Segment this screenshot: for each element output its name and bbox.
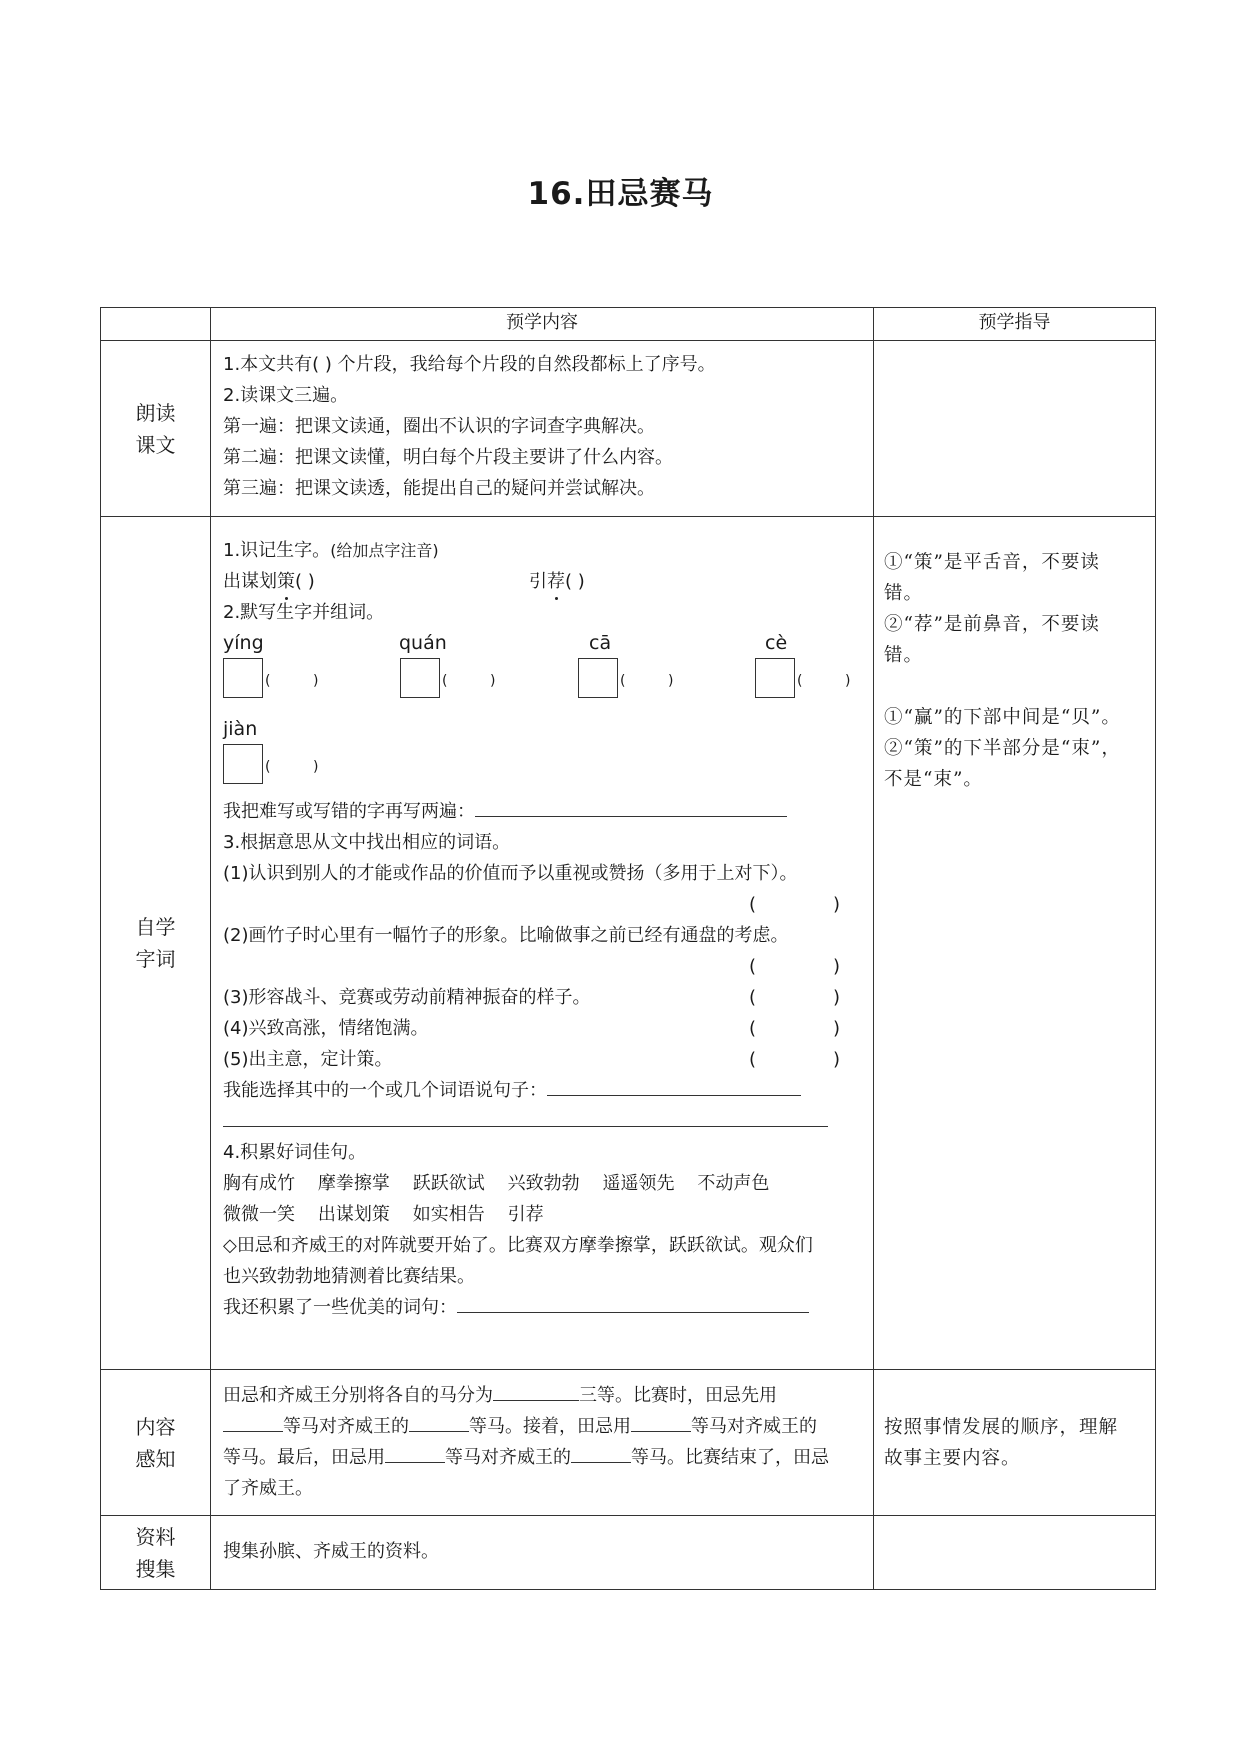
char-write-box[interactable] bbox=[223, 658, 263, 698]
label-line: 自学 bbox=[135, 915, 176, 939]
content-blank[interactable] bbox=[223, 1411, 283, 1432]
pinyin-label: cè bbox=[765, 632, 788, 654]
content-text-seg: 等马。最后，田忌用 bbox=[223, 1447, 385, 1468]
accum-label: 我还积累了一些优美的词句： bbox=[223, 1297, 457, 1318]
header-row bbox=[101, 308, 1156, 341]
label-line: 内容 bbox=[135, 1414, 176, 1439]
answer-paren-close: ) bbox=[833, 956, 841, 977]
char-write-box[interactable] bbox=[400, 658, 440, 698]
item3-title: 3.根据意思从文中找出相应的词语。 bbox=[223, 832, 511, 853]
content-blank[interactable] bbox=[385, 1442, 445, 1463]
def-3-line bbox=[223, 982, 863, 1013]
word2 bbox=[529, 566, 585, 597]
pinyin-label: quán bbox=[399, 632, 447, 654]
def-4: (4)兴致高涨，情绪饱满。 bbox=[223, 1018, 429, 1039]
header-guide: 预学指导 bbox=[874, 308, 1156, 341]
sentence-blank-2[interactable] bbox=[223, 1106, 828, 1127]
label-vocab bbox=[101, 517, 211, 1370]
word1-answer-paren[interactable]: ( ) bbox=[295, 571, 315, 592]
reading-content bbox=[211, 341, 874, 517]
header-blank bbox=[101, 308, 211, 341]
word-paren[interactable] bbox=[620, 666, 674, 697]
word2-dotted-char: 荐 bbox=[547, 566, 565, 597]
item1-title: 1.识记生字。 bbox=[223, 540, 331, 561]
paren-open: ( bbox=[265, 759, 271, 775]
content-text-seg: 等马对齐威王的 bbox=[445, 1447, 571, 1468]
sentence-label: 我能选择其中的一个或几个词语说句子： bbox=[223, 1080, 547, 1101]
guide-line: ②“策”的下半部分是“朿”， bbox=[884, 738, 1121, 759]
sentence-blank[interactable] bbox=[547, 1075, 801, 1096]
label-content bbox=[101, 1370, 211, 1516]
content-text-seg: 等马。比赛结束了，田忌 bbox=[631, 1447, 829, 1468]
row-research bbox=[101, 1516, 1156, 1590]
guide-line: ①“赢”的下部中间是“贝”。 bbox=[884, 707, 1121, 728]
item4-title: 4.积累好词佳句。 bbox=[223, 1142, 367, 1163]
paren-close: ) bbox=[313, 759, 319, 775]
guide-line: 错。 bbox=[884, 645, 924, 666]
char-box-row-1 bbox=[223, 656, 863, 700]
row-content bbox=[101, 1370, 1156, 1516]
item1-note: (给加点字注音) bbox=[330, 541, 439, 560]
vocab-guide bbox=[874, 517, 1156, 1370]
paren-close: ) bbox=[668, 673, 674, 689]
label-reading bbox=[101, 341, 211, 517]
content-line-4: 了齐威王。 bbox=[223, 1478, 313, 1499]
content-blank[interactable] bbox=[493, 1380, 579, 1401]
answer-paren-close: ) bbox=[833, 894, 841, 915]
guide-line: 故事主要内容。 bbox=[884, 1447, 1021, 1469]
pinyin-row-1 bbox=[223, 628, 863, 656]
content-text-seg: 田忌和齐威王分别将各自的马分为 bbox=[223, 1385, 493, 1406]
content-text-seg: 等马对齐威王的 bbox=[283, 1416, 409, 1437]
word2-text: 引 bbox=[529, 571, 547, 592]
page-title: 16.田忌赛马 bbox=[527, 176, 714, 212]
guide-line: 按照事情发展的顺序，理解 bbox=[884, 1416, 1119, 1438]
accum-line bbox=[223, 1292, 863, 1323]
char-write-box[interactable] bbox=[578, 658, 618, 698]
label-research bbox=[101, 1516, 211, 1590]
pinyin-label: yíng bbox=[223, 632, 264, 654]
reading-line: 第二遍：把课文读懂，明白每个片段主要讲了什么内容。 bbox=[223, 447, 673, 468]
answer-paren-open[interactable]: ( bbox=[749, 894, 757, 915]
accum-blank[interactable] bbox=[457, 1292, 809, 1313]
paren-open: ( bbox=[797, 673, 803, 689]
answer-paren-open[interactable]: ( bbox=[749, 1049, 757, 1070]
def-5: (5)出主意，定计策。 bbox=[223, 1049, 393, 1070]
row-reading bbox=[101, 341, 1156, 517]
content-blank[interactable] bbox=[631, 1411, 691, 1432]
sentence-line bbox=[223, 1075, 863, 1106]
guide-line: ①“策”是平舌音，不要读 bbox=[884, 552, 1100, 573]
label-line: 课文 bbox=[135, 432, 176, 457]
reading-line: 1.本文共有( ) 个片段，我给每个片段的自然段都标上了序号。 bbox=[223, 354, 716, 375]
row-vocab bbox=[101, 517, 1156, 1370]
char-write-box[interactable] bbox=[755, 658, 795, 698]
label-line: 感知 bbox=[135, 1446, 176, 1471]
def-2: (2)画竹子时心里有一幅竹子的形象。比喻做事之前已经有通盘的考虑。 bbox=[223, 925, 789, 946]
answer-paren-close: ) bbox=[833, 1049, 841, 1070]
content-blank[interactable] bbox=[571, 1442, 631, 1463]
paren-open: ( bbox=[265, 673, 271, 689]
answer-paren-open[interactable]: ( bbox=[749, 987, 757, 1008]
label-line: 字词 bbox=[135, 947, 176, 971]
def-1: (1)认识到别人的才能或作品的价值而予以重视或赞扬（多用于上对下）。 bbox=[223, 863, 798, 884]
header-content: 预学内容 bbox=[211, 308, 874, 341]
word-paren[interactable] bbox=[442, 666, 496, 697]
word1-text: 出谋划 bbox=[223, 571, 277, 592]
content-text-seg: 等马对齐威王的 bbox=[691, 1416, 817, 1437]
pinyin-row-2 bbox=[223, 714, 863, 742]
research-text: 搜集孙膑、齐威王的资料。 bbox=[211, 1516, 874, 1590]
guide-line: 不是“束”。 bbox=[884, 769, 983, 790]
vocab-content bbox=[211, 517, 874, 1370]
content-line-3 bbox=[223, 1442, 863, 1473]
label-line: 资料 bbox=[135, 1524, 176, 1549]
content-text-seg: 等马。接着，田忌用 bbox=[469, 1416, 631, 1437]
good-sentence-2: 也兴致勃勃地猜测着比赛结果。 bbox=[223, 1266, 475, 1287]
good-sentence-1: ◇田忌和齐威王的对阵就要开始了。比赛双方摩拳擦掌，跃跃欲试。观众们 bbox=[223, 1235, 813, 1256]
word2-answer-paren[interactable]: ( ) bbox=[565, 571, 585, 592]
guide-line: ②“荐”是前鼻音，不要读 bbox=[884, 614, 1100, 635]
paren-close: ) bbox=[490, 673, 496, 689]
def-3: (3)形容战斗、竞赛或劳动前精神振奋的样子。 bbox=[223, 987, 591, 1008]
word-paren[interactable] bbox=[265, 752, 319, 783]
rewrite-blank[interactable] bbox=[475, 796, 787, 817]
item1-title-line bbox=[223, 535, 863, 566]
worksheet-table bbox=[100, 307, 1156, 1590]
guide-line: 错。 bbox=[884, 583, 924, 604]
answer-paren-open[interactable]: ( bbox=[749, 956, 757, 977]
paren-open: ( bbox=[620, 673, 626, 689]
reading-guide bbox=[874, 341, 1156, 517]
answer-paren-close: ) bbox=[833, 1018, 841, 1039]
label-line: 搜集 bbox=[135, 1556, 176, 1581]
char-write-box[interactable] bbox=[223, 744, 263, 784]
good-words-2: 微微一笑 出谋划策 如实相告 引荐 bbox=[223, 1204, 544, 1225]
pinyin-label: cā bbox=[589, 632, 612, 654]
def-2-answer-line bbox=[223, 951, 863, 982]
pinyin-label: jiàn bbox=[223, 718, 258, 740]
good-words-1: 胸有成竹 摩拳擦掌 跃跃欲试 兴致勃勃 遥遥领先 不动声色 bbox=[223, 1173, 770, 1194]
research-guide bbox=[874, 1516, 1156, 1590]
answer-paren-open[interactable]: ( bbox=[749, 1018, 757, 1039]
content-text bbox=[211, 1370, 874, 1516]
reading-line: 第三遍：把课文读透，能提出自己的疑问并尝试解决。 bbox=[223, 478, 655, 499]
content-line-2 bbox=[223, 1411, 863, 1442]
word1-dotted-char: 策 bbox=[277, 566, 295, 597]
paren-close: ) bbox=[845, 673, 851, 689]
sentence-line-2 bbox=[223, 1106, 863, 1137]
reading-line: 第一遍：把课文读通，圈出不认识的字词查字典解决。 bbox=[223, 416, 655, 437]
content-text-seg: 三等。比赛时，田忌先用 bbox=[579, 1385, 777, 1406]
paren-open: ( bbox=[442, 673, 448, 689]
word-paren[interactable] bbox=[265, 666, 319, 697]
char-box-row-2 bbox=[223, 742, 863, 786]
content-blank[interactable] bbox=[409, 1411, 469, 1432]
label-line: 朗读 bbox=[135, 400, 176, 425]
content-line-1 bbox=[223, 1380, 863, 1411]
def-5-line bbox=[223, 1044, 863, 1075]
paren-close: ) bbox=[313, 673, 319, 689]
item2-title: 2.默写生字并组词。 bbox=[223, 602, 385, 623]
dotted-words-line bbox=[223, 566, 863, 597]
def-1-answer-line bbox=[223, 889, 863, 920]
answer-paren-close: ) bbox=[833, 987, 841, 1008]
reading-line: 2.读课文三遍。 bbox=[223, 385, 349, 406]
rewrite-label: 我把难写或写错的字再写两遍： bbox=[223, 801, 475, 822]
def-4-line bbox=[223, 1013, 863, 1044]
word-paren[interactable] bbox=[797, 666, 851, 697]
rewrite-line bbox=[223, 796, 863, 827]
content-guide bbox=[874, 1370, 1156, 1516]
word1 bbox=[223, 571, 315, 592]
